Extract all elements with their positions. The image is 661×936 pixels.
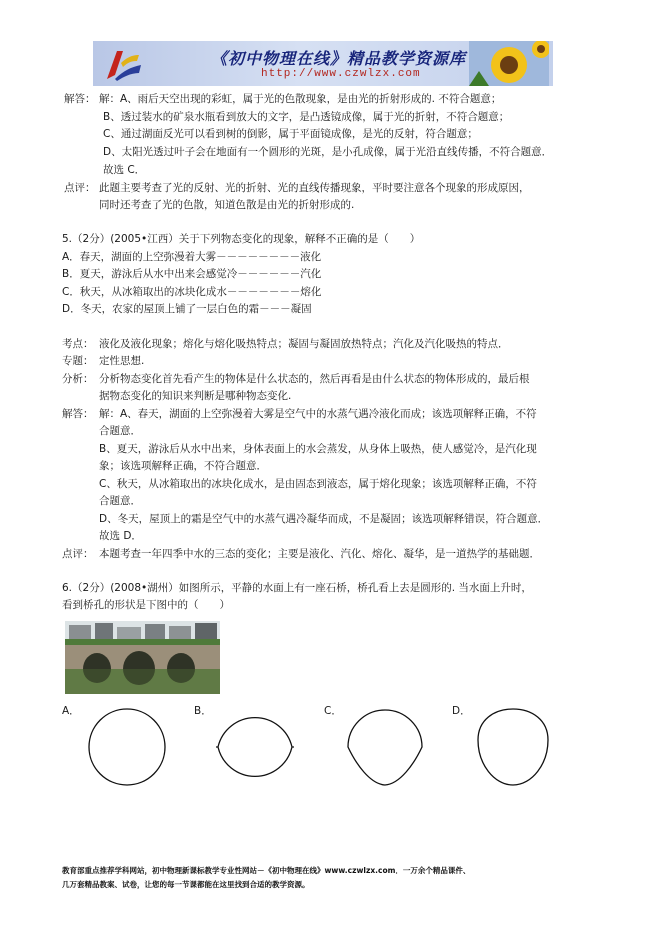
footer-line-1: 教育部重点推荐学科网站，初中物理新课标教学专业性网站－《初中物理在线》www.czwlzx.com．一万余个精品课件、: [62, 866, 471, 875]
q5-jieda-label: 解答：: [62, 408, 94, 420]
q5-zhuanti-label: 专题：: [62, 355, 94, 367]
q6-option-b-figure: [214, 706, 296, 788]
stone-bridge-photo: [65, 621, 220, 694]
site-logo-icon: [103, 45, 145, 83]
q6-option-a-label: A．: [62, 705, 80, 717]
q4-jieda-line-4: D、太阳光透过叶子会在地面有一个圆形的光斑，是小孔成像，属于光沿直线传播，不符合题意．: [103, 146, 553, 158]
q5-jieda-line-4: 象；该选项解释正确，不符合题意．: [99, 460, 267, 472]
q4-jieda-line-2: B、透过装水的矿泉水瓶看到放大的文字，是凸透镜成像，属于光的折射，不符合题意；: [103, 111, 510, 123]
q5-jieda-line-2: 合题意．: [99, 425, 141, 437]
q5-jieda-line-1: 解：A、春天，湖面的上空弥漫着大雾是空气中的水蒸气遇冷液化而成；该选项解释正确，不符: [99, 408, 537, 420]
q5-dianping-label: 点评：: [62, 548, 94, 560]
q5-fenxi-line-2: 据物态变化的知识来判断是哪种物态变化.: [99, 390, 292, 402]
q6-option-a-figure: [86, 706, 168, 788]
q5-jieda-line-8: 故选 D．: [99, 530, 142, 542]
banner-title: 《初中物理在线》精品教学资源库: [211, 49, 467, 68]
q6-stem-line-1: 6.（2分）(2008•湖州）如图所示，平静的水面上有一座石桥，桥孔看上去是圆形的. 当水面上升时，: [62, 582, 532, 594]
q5-option-c: C．秋天，从冰箱取出的冰块化成水－－－－－－－熔化: [62, 286, 322, 298]
footer-line-2: 几万套精品教案、试卷，让您的每一节课都能在这里找到合适的教学资源。: [62, 880, 310, 889]
q5-fenxi-line-1: 分析物态变化首先看产生的物体是什么状态的，然后再看是由什么状态的物体形成的，最后根: [99, 373, 530, 385]
q5-dianping: 本题考查一年四季中水的三态的变化；主要是液化、汽化、熔化、凝华，是一道热学的基础题．: [99, 548, 540, 560]
q5-fenxi-label: 分析：: [62, 373, 94, 385]
q4-dianping-label: 点评：: [64, 182, 96, 194]
q5-option-b: B．夏天，游泳后从水中出来会感觉冷－－－－－－汽化: [62, 268, 322, 280]
q5-option-a: A．春天，湖面的上空弥漫着大雾－－－－－－－－液化: [62, 251, 322, 263]
q4-dianping-line-1: 此题主要考查了光的反射、光的折射、光的直线传播现象，平时要注意各个现象的形成原因，: [99, 182, 530, 194]
q5-stem: 5.（2分）(2005•江西）关于下列物态变化的现象，解释不正确的是（ ）: [62, 233, 421, 245]
banner-url[interactable]: http://www.czwlzx.com: [261, 68, 421, 80]
q6-stem-line-2: 看到桥孔的形状是下图中的（ ）: [62, 599, 230, 611]
q5-option-d: D．冬天，农家的屋顶上铺了一层白色的霜－－－凝固: [62, 303, 312, 315]
q5-kaodian-label: 考点：: [62, 338, 94, 350]
q6-option-c-label: C．: [324, 705, 342, 717]
q5-jieda-line-6: 合题意．: [99, 495, 141, 507]
q5-jieda-line-3: B、夏天，游泳后从水中出来，身体表面上的水会蒸发，从身体上吸热，使人感觉冷，是汽化现: [99, 443, 537, 455]
q6-option-b-label: B．: [194, 705, 212, 717]
q4-jieda-line-1: 解：A、雨后天空出现的彩虹，属于光的色散现象，是由光的折射形成的. 不符合题意；: [99, 93, 502, 105]
q5-jieda-line-5: C、秋天，从冰箱取出的冰块化成水，是由固态到液态，属于熔化现象；该选项解释正确，不符: [99, 478, 537, 490]
header-banner: [93, 41, 553, 86]
q4-jieda-line-3: C、通过湖面反光可以看到树的倒影，属于平面镜成像，是光的反射，符合题意；: [103, 128, 478, 140]
q5-zhuanti: 定性思想.: [99, 355, 145, 367]
q4-jieda-label: 解答：: [64, 93, 96, 105]
q5-jieda-line-7: D、冬天，屋顶上的霜是空气中的水蒸气遇冷凝华而成，不是凝固；该选项解释错误，符合题意．: [99, 513, 549, 525]
q6-option-d-figure: [472, 706, 554, 788]
q6-option-d-label: D．: [452, 705, 471, 717]
q4-dianping-line-2: 同时还考查了光的色散，知道色散是由光的折射形成的.: [99, 199, 355, 211]
q5-kaodian: 液化及液化现象；熔化与熔化吸热特点；凝固与凝固放热特点；汽化及汽化吸热的特点．: [99, 338, 509, 350]
sunflower-icon: [469, 41, 549, 86]
q4-jieda-line-5: 故选 C．: [103, 164, 146, 176]
q6-option-c-figure: [344, 706, 426, 788]
